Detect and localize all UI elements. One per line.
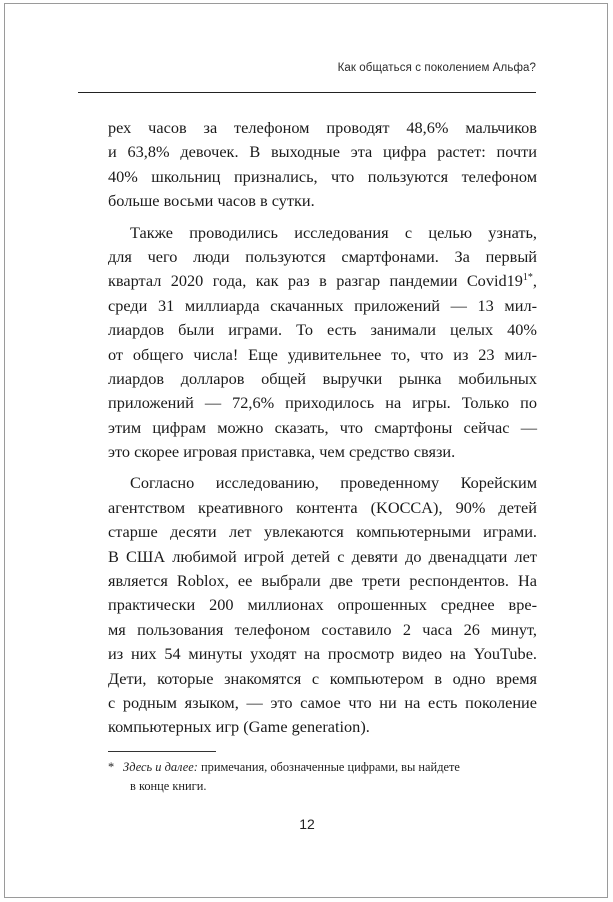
text-line: лиардов были играми. То есть занимали целых 40%	[108, 320, 537, 340]
header-rule	[78, 92, 536, 93]
text-line: Также проводились исследования с целью узнать,	[130, 222, 537, 242]
text-line: компьютерных игр (Game generation).	[108, 717, 370, 737]
text-line: этим цифрам можно сказать, что смартфоны сейчас —	[108, 417, 537, 437]
text-line: это скорее игровая приставка, чем средство связи.	[108, 442, 456, 462]
page-number: 12	[299, 816, 315, 832]
footnote-rule	[108, 751, 216, 752]
text-line: Дети, которые знакомятся с компьютером в одно время	[108, 668, 537, 688]
text-line: В США любимой игрой детей с девяти до двенадцати лет	[108, 546, 537, 566]
footnote-line: в конце книги.	[130, 779, 207, 793]
text-line: является Roblox, ее выбрали две трети респондентов. На	[108, 571, 537, 591]
running-head: Как общаться с поколением Альфа?	[337, 62, 536, 74]
footnote	[108, 758, 537, 796]
text-line: рех часов за телефоном проводят 48,6% мальчиков	[108, 118, 537, 137]
footnote-text: примечания, обозначенные цифрами, вы найдете	[197, 760, 460, 774]
text-line: мя пользования телефоном составило 2 часа 26 минут,	[108, 619, 537, 639]
text-line: и 63,8% девочек. В выходные эта цифра растет: почти	[108, 142, 537, 162]
paragraph-1	[108, 116, 537, 214]
text-line: 40% школьниц признались, что пользуются телефоном	[108, 166, 537, 186]
text-fragment: квартал 2020 года, как раз в разгар пандемии Covid19	[108, 271, 523, 291]
text-line-with-footnote	[108, 269, 537, 293]
text-line: практически 200 миллионах опрошенных среднее вре-	[108, 595, 537, 615]
text-line: приложений — 72,6% приходилось на игры. Только по	[108, 393, 537, 413]
text-line: старше десяти лет увлекаются компьютерными играми.	[108, 522, 537, 542]
text-line: с родным языком, — это самое что ни на есть поколение	[108, 692, 537, 712]
text-line: лиардов долларов общей выручки рынка мобильных	[108, 368, 537, 388]
footnote-mark: *	[108, 760, 115, 774]
text-fragment: ,	[532, 271, 537, 291]
text-line: больше восьми часов в сутки.	[108, 191, 315, 211]
body-text	[108, 116, 537, 740]
footnote-reference[interactable]: 1*	[522, 272, 533, 284]
footnote-italic-lead: Здесь и далее:	[123, 760, 198, 774]
paragraph-2	[108, 221, 537, 465]
text-line: от общего числа! Еще удивительнее то, что из 23 мил-	[108, 344, 537, 364]
footnote-line	[108, 758, 537, 777]
text-line: из них 54 минуты уходят на просмотр видео на YouTube.	[108, 644, 537, 664]
text-line: для чего люди пользуются смартфонами. За первый	[108, 246, 537, 266]
text-line: Согласно исследованию, проведенному Корейским	[130, 473, 537, 493]
text-line: агентством креативного контента (KOCCA), 90% детей	[108, 497, 537, 517]
text-line: среди 31 миллиарда скачанных приложений — 13 мил-	[108, 295, 537, 315]
paragraph-3	[108, 471, 537, 739]
